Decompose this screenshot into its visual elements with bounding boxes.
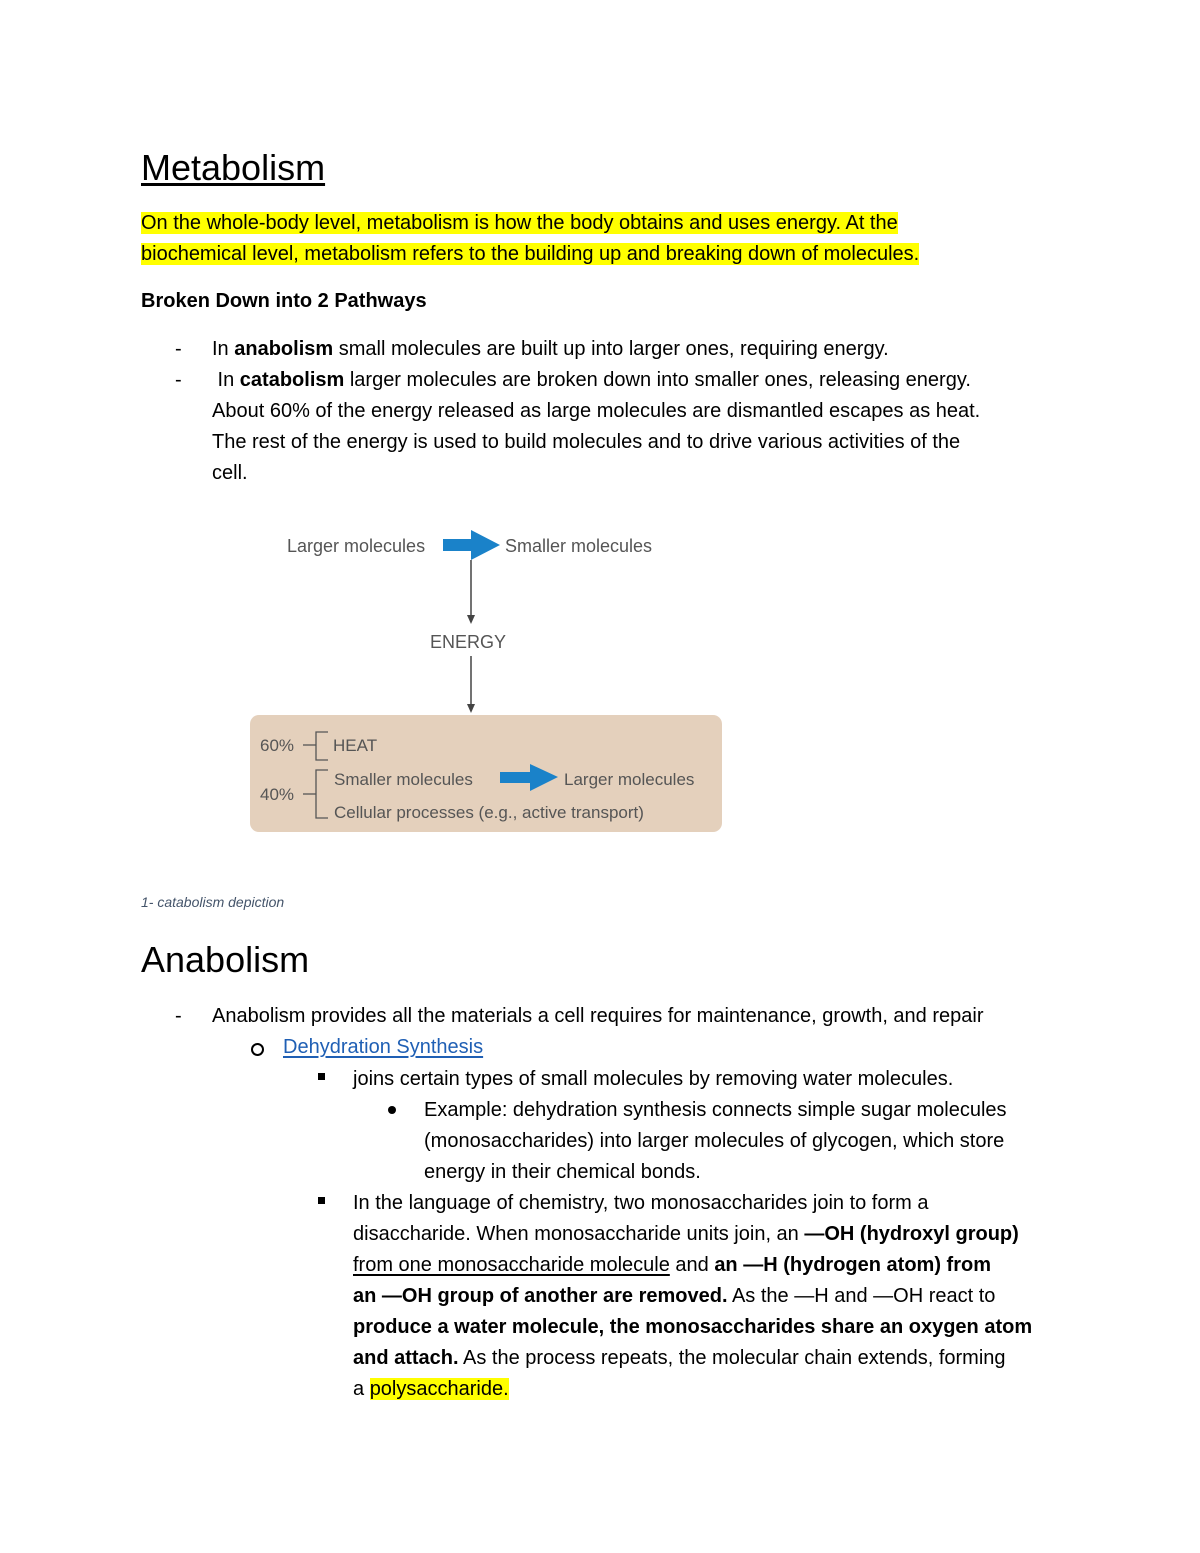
sub-item-2-line-6 bbox=[353, 1343, 1006, 1374]
diagram-heat: HEAT bbox=[333, 736, 378, 755]
diagram-larger-molecules: Larger molecules bbox=[287, 536, 426, 556]
sub2-l2a: disaccharide. When monosaccharide units join, an bbox=[353, 1223, 805, 1245]
sub2-l4b: As the —H and —OH react to bbox=[727, 1285, 996, 1307]
intro-line-2-text: biochemical level, metabolism refers to the building up and breaking down of molecules. bbox=[141, 243, 920, 265]
catabolism-line-4: cell. bbox=[212, 462, 248, 484]
sub-item-1: joins certain types of small molecules by removing water molecules. bbox=[353, 1068, 954, 1090]
sub2-l7a: a bbox=[353, 1378, 370, 1400]
dehydration-synthesis-link[interactable]: Dehydration Synthesis bbox=[283, 1036, 484, 1058]
diagram-cellular: Cellular processes (e.g., active transport) bbox=[334, 803, 644, 822]
diagram-large-result: Larger molecules bbox=[564, 770, 695, 789]
diagram-energy: ENERGY bbox=[430, 632, 507, 652]
sub2-l7b: polysaccharide. bbox=[369, 1378, 509, 1400]
catabolism-list-item bbox=[212, 365, 971, 396]
sub-item-2-line-3 bbox=[353, 1250, 991, 1281]
example-line-2: (monosaccharides) into larger molecules of glycogen, which store bbox=[424, 1130, 1005, 1152]
dash-marker: - bbox=[175, 369, 182, 391]
catabolism-rest: larger molecules are broken down into smaller ones, releasing energy. bbox=[344, 369, 971, 391]
circle-bullet-icon bbox=[251, 1043, 264, 1056]
catabolism-diagram bbox=[250, 520, 725, 835]
intro-line-2 bbox=[141, 239, 919, 270]
anabolism-list-item bbox=[212, 334, 889, 365]
sub-item-2-line-7 bbox=[353, 1374, 509, 1405]
square-bullet-icon bbox=[318, 1197, 325, 1204]
anabolism-prefix: In bbox=[212, 338, 235, 360]
sub-item-2-line-2 bbox=[353, 1219, 1019, 1250]
down-arrow-icon bbox=[467, 560, 475, 624]
sub2-l4a: an —OH group of another are removed. bbox=[353, 1285, 728, 1307]
sub2-l3c: an —H (hydrogen atom) from bbox=[714, 1254, 991, 1276]
sub2-l6b: As the process repeats, the molecular chain extends, forming bbox=[458, 1347, 1006, 1369]
blue-arrow-icon bbox=[443, 530, 500, 560]
square-bullet-icon bbox=[318, 1073, 325, 1080]
anabolism-rest: small molecules are built up into larger ones, requiring energy. bbox=[333, 338, 889, 360]
diagram-smaller-molecules: Smaller molecules bbox=[505, 536, 653, 556]
sub-item-2-line-1: In the language of chemistry, two monosaccharides join to form a bbox=[353, 1192, 929, 1214]
example-line-1: Example: dehydration synthesis connects simple sugar molecules bbox=[424, 1099, 1007, 1121]
diagram-pct-40: 40% bbox=[260, 785, 295, 804]
intro-line-1-text: On the whole-body level, metabolism is how the body obtains and uses energy. At the bbox=[141, 212, 898, 234]
intro-line-1 bbox=[141, 208, 898, 239]
anabolism-item-1: Anabolism provides all the materials a cell requires for maintenance, growth, and repair bbox=[212, 1005, 984, 1027]
anabolism-title: Anabolism bbox=[141, 939, 310, 980]
sub2-l2b: —OH (hydroxyl group) bbox=[804, 1223, 1019, 1245]
diagram-pct-60: 60% bbox=[260, 736, 295, 755]
sub2-l6a: and attach. bbox=[353, 1347, 459, 1369]
anabolism-term: anabolism bbox=[234, 338, 334, 360]
catabolism-term: catabolism bbox=[239, 369, 345, 391]
catabolism-line-3: The rest of the energy is used to build molecules and to drive various activities of the bbox=[212, 431, 961, 453]
sub2-l3b: and bbox=[669, 1254, 715, 1276]
sub2-l3a: from one monosaccharide molecule bbox=[353, 1254, 670, 1276]
metabolism-title: Metabolism bbox=[141, 147, 326, 188]
dash-marker: - bbox=[175, 338, 182, 360]
catabolism-prefix: In bbox=[212, 369, 240, 391]
dot-bullet-icon bbox=[388, 1106, 396, 1114]
dehydration-synthesis-link-row bbox=[283, 1032, 483, 1063]
pathways-heading: Broken Down into 2 Pathways bbox=[141, 290, 427, 312]
diagram-small-to: Smaller molecules bbox=[334, 770, 473, 789]
example-line-3: energy in their chemical bonds. bbox=[424, 1161, 701, 1183]
sub-item-2-line-4 bbox=[353, 1281, 995, 1312]
dash-marker: - bbox=[175, 1005, 182, 1027]
catabolism-line-2: About 60% of the energy released as large molecules are dismantled escapes as heat. bbox=[212, 400, 981, 422]
sub-item-2-line-5: produce a water molecule, the monosaccharides share an oxygen atom bbox=[353, 1316, 1033, 1338]
down-arrow-icon bbox=[467, 656, 475, 713]
figure-caption: 1- catabolism depiction bbox=[141, 894, 285, 910]
